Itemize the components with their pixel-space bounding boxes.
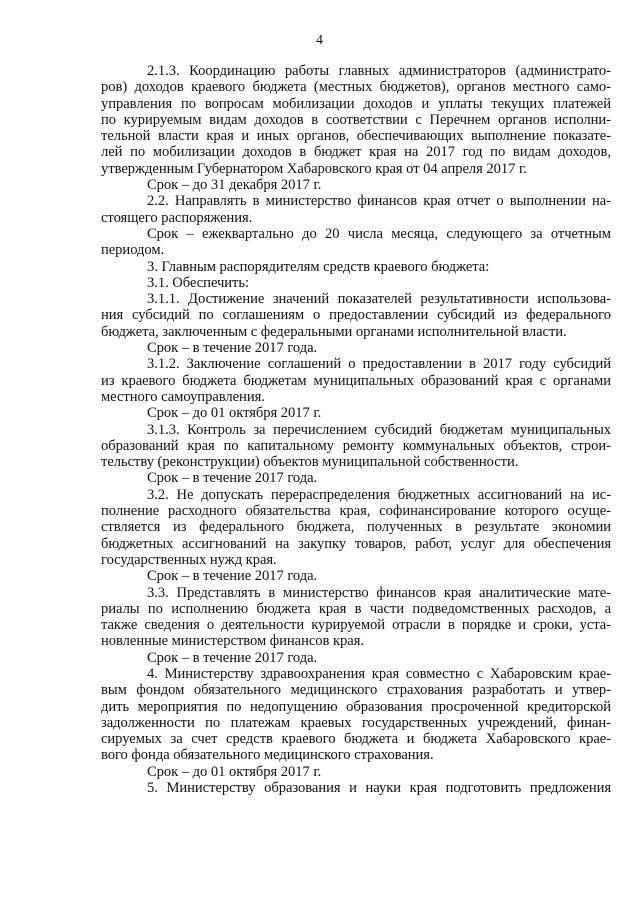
page-number: 4 (316, 33, 323, 48)
text-line: риалы по исполнению бюджета края в части подведомственных расходов, а (101, 600, 611, 617)
text-line: стоящего распоряжения. (101, 209, 253, 226)
text-line: 3.3. Представлять в министерство финансов края аналитические мате- (147, 584, 611, 601)
text-line: из краевого бюджета бюджетам муниципальных образований края с органами (101, 372, 611, 389)
text-line: 3.1.1. Достижение значений показателей результативности использова- (147, 291, 611, 308)
text-line: утвержденным Губернатором Хабаровского края от 04 апреля 2017 г. (101, 160, 527, 177)
text-line: 3.2. Не допускать перераспределения бюджетных ассигнований на ис- (147, 486, 611, 503)
text-line: бюджетных ассигнований на закупку товаров, работ, услуг для обеспечения (101, 535, 611, 552)
text-line: ствляется из федерального бюджета, полученных в результате экономии (101, 519, 611, 536)
text-line: периодом. (101, 242, 165, 259)
text-line: 3.1.2. Заключение соглашений о предоставлении в 2017 году субсидий (147, 356, 611, 373)
text-line: полнение расходного обязательства края, софинансирование которого осуще- (101, 503, 611, 520)
text-line: Срок – в течение 2017 года. (147, 340, 318, 357)
text-line: новленные министерством финансов края. (101, 633, 364, 650)
text-line: Срок – ежеквартально до 20 числа месяца, следующего за отчетным (147, 225, 611, 242)
text-line: 3. Главным распорядителям средств краевого бюджета: (147, 258, 490, 275)
text-line: задолженности по платежам краевых государственных учреждений, финан- (101, 714, 611, 731)
text-line: дить мероприятия по недопущению образования просроченной кредиторской (101, 698, 611, 715)
text-line: вого фонда обязательного медицинского страхования. (101, 747, 434, 764)
text-line: 3.1.3. Контроль за перечислением субсидий бюджетам муниципальных (147, 421, 611, 438)
text-line: тельству (реконструкции) объектов муниципальной собственности. (101, 454, 519, 471)
text-line: образований края по капитальному ремонту коммунальных объектов, строи- (101, 437, 611, 454)
text-line: 5. Министерству образования и науки края подготовить предложения (147, 780, 611, 797)
text-line: Срок – в течение 2017 года. (147, 568, 318, 585)
text-line: Срок – в течение 2017 года. (147, 649, 318, 666)
text-line: также сведения о деятельности курируемой отрасли в порядке и сроки, уста- (101, 617, 611, 634)
text-line: управления по вопросам мобилизации доходов и уплаты текущих платежей (101, 95, 611, 112)
text-line: лей по мобилизации доходов в бюджет края на 2017 год по видам доходов, (101, 144, 611, 161)
document-body (101, 63, 611, 796)
text-line: 4. Министерству здравоохранения края совместно с Хабаровским крае- (147, 665, 611, 682)
text-line: 2.1.3. Координацию работы главных администраторов (администрато- (147, 63, 611, 79)
text-line: государственных нужд края. (101, 551, 277, 568)
text-line: Срок – в течение 2017 года. (147, 470, 318, 487)
text-line: ров) доходов краевого бюджета (местных бюджетов), органов местного само- (101, 79, 611, 96)
text-line: 2.2. Направлять в министерство финансов края отчет о выполнении на- (147, 193, 611, 210)
text-line: бюджета, заключенным с федеральными органами исполнительной власти. (101, 323, 567, 340)
text-line: тельной власти края и иных органов, обеспечивающих выполнение показате- (101, 128, 611, 145)
text-line: вым фондом обязательного медицинского страхования разработать и утвер- (101, 682, 611, 699)
text-line: 3.1. Обеспечить: (147, 274, 249, 291)
text-line: местного самоуправления. (101, 388, 265, 405)
text-line: сируемых за счет средств краевого бюджета и бюджета Хабаровского крае- (101, 731, 611, 748)
text-line: по курируемым видам доходов в соответствии с Перечнем органов исполни- (101, 111, 611, 128)
text-line: ния субсидий по соглашениям о предоставлении субсидий из федерального (101, 307, 611, 324)
text-line: Срок – до 31 декабря 2017 г. (147, 177, 322, 194)
text-line: Срок – до 01 октября 2017 г. (147, 763, 322, 780)
text-line: Срок – до 01 октября 2017 г. (147, 405, 322, 422)
